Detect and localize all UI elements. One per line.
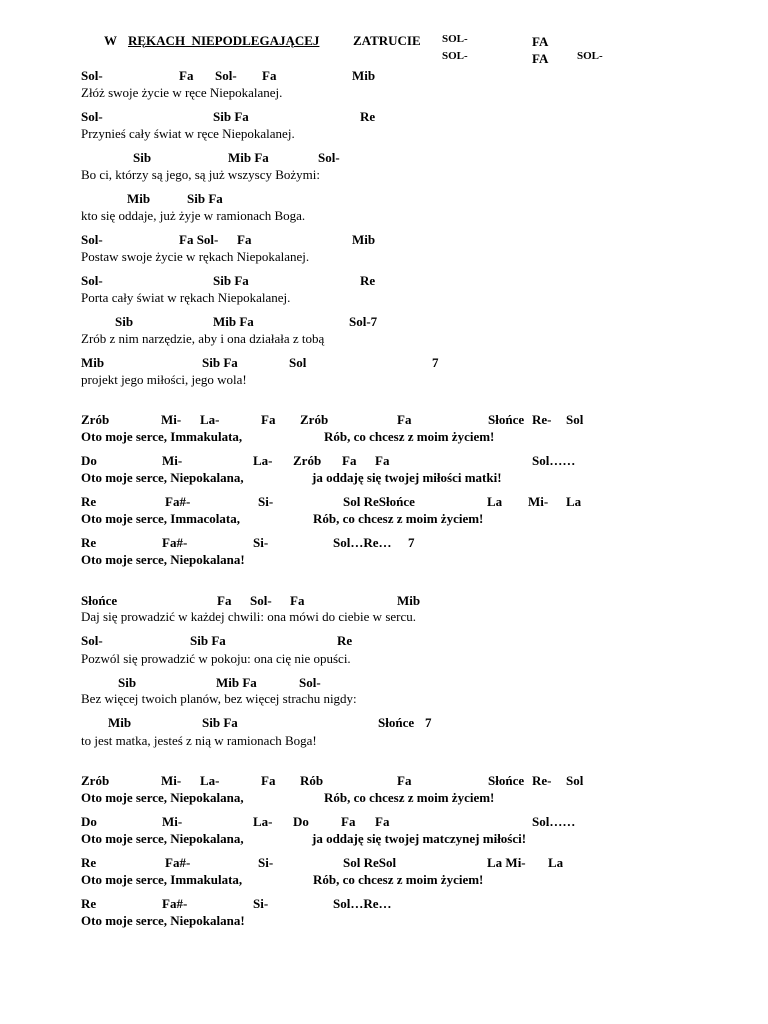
lyric-line: Rób, co chcesz z moim życiem!: [324, 429, 495, 444]
lyric-line: Oto moje serce, Niepokalana,: [81, 831, 244, 846]
title-underlined: RĘKACH NIEPODLEGAJĄCEJ: [128, 33, 320, 48]
chord: Zrób: [81, 773, 110, 788]
lyric-line: Rób, co chcesz z moim życiem!: [313, 872, 484, 887]
chord: Sol-7: [349, 314, 378, 329]
lyric-line: Postaw swoje życie w rękach Niepokalanej.: [81, 249, 310, 264]
chord: Fa: [237, 232, 252, 247]
lyric-line: Daj się prowadzić w każdej chwili: ona mówi do ciebie w sercu.: [81, 609, 416, 624]
chord: Fa: [179, 68, 194, 83]
title-w: W: [104, 33, 117, 48]
chord: Fa Sol-: [179, 232, 219, 247]
chord: Fa: [397, 412, 412, 427]
chord: Fa: [261, 773, 276, 788]
chord: Sol: [566, 773, 584, 788]
chord: Fa: [290, 593, 305, 608]
chord: Sib Fa: [187, 191, 223, 206]
lyric-line: ja oddaję się twojej matczynej miłości!: [312, 831, 527, 846]
chord: Sol-: [215, 68, 237, 83]
chord: Fa: [397, 773, 412, 788]
chord: Si-: [258, 494, 274, 509]
chord: Słońce: [488, 773, 525, 788]
chord: Mib: [352, 232, 376, 247]
chord: Fa: [342, 453, 357, 468]
chord: La: [487, 494, 503, 509]
chord: Mib Fa: [213, 314, 254, 329]
chord: Si-: [253, 535, 269, 550]
chord: Sol-: [81, 273, 103, 288]
chord: Re: [81, 535, 97, 550]
title-chord-fa-2: FA: [532, 51, 549, 66]
chord: Rób: [300, 773, 324, 788]
chord: Fa: [341, 814, 356, 829]
chord: Re: [81, 855, 97, 870]
chord: Re: [337, 633, 353, 648]
chord: Fa: [262, 68, 277, 83]
chord: La-: [200, 412, 220, 427]
chord: Si-: [253, 896, 269, 911]
chord: Słońce: [378, 715, 415, 730]
lyric-line: Przynieś cały świat w ręce Niepokalanej.: [81, 126, 295, 141]
lyric-line: Oto moje serce, Niepokalana,: [81, 470, 244, 485]
chord: Mi-: [528, 494, 549, 509]
chord: Mib Fa: [228, 150, 269, 165]
chord: Mi-: [161, 412, 182, 427]
chord: Mib: [352, 68, 376, 83]
chord: Sib Fa: [202, 715, 238, 730]
lyric-line: Złóż swoje życie w ręce Niepokalanej.: [81, 85, 283, 100]
title-rest: ZATRUCIE: [353, 33, 421, 48]
chord: Do: [81, 814, 97, 829]
chord: Do: [293, 814, 309, 829]
lyric-line: Oto moje serce, Immacolata,: [81, 511, 240, 526]
lyric-line: Bo ci, którzy są jego, są już wszyscy Bożymi:: [81, 167, 321, 182]
chord: Sib Fa: [190, 633, 226, 648]
lyric-line: Oto moje serce, Niepokalana!: [81, 552, 245, 567]
chord: Sol ReSol: [343, 855, 397, 870]
chord: Re: [360, 109, 376, 124]
chord: Sol-: [81, 633, 103, 648]
chord: La-: [200, 773, 220, 788]
lyric-line: Rób, co chcesz z moim życiem!: [313, 511, 484, 526]
chord: Zrób: [293, 453, 322, 468]
lyric-line: Pozwól się prowadzić w pokoju: ona cię nie opuści.: [81, 651, 351, 666]
chord: Sib: [118, 675, 137, 690]
chord: Zrób: [300, 412, 329, 427]
title-chord-sol-3: SOL-: [577, 50, 603, 62]
lyric-line: to jest matka, jesteś z nią w ramionach Boga!: [81, 733, 317, 748]
chord: Sol…Re…: [333, 535, 392, 550]
chord: Fa#-: [165, 494, 191, 509]
chord: Re: [81, 896, 97, 911]
lyric-line: Oto moje serce, Immakulata,: [81, 872, 243, 887]
chord: 7: [432, 355, 439, 370]
chord: Fa#-: [162, 896, 188, 911]
chord: Fa#-: [162, 535, 188, 550]
chord: Sol-: [81, 109, 103, 124]
chord: Sol: [566, 412, 584, 427]
chord: Mib: [397, 593, 421, 608]
chord: Do: [81, 453, 97, 468]
chord: Słońce: [81, 593, 118, 608]
chord: Fa: [217, 593, 232, 608]
chord: La Mi-: [487, 855, 526, 870]
chord: Sol-: [81, 68, 103, 83]
lyric-line: Oto moje serce, Immakulata,: [81, 429, 243, 444]
lyric-line: Zrób z nim narzędzie, aby i ona działała z tobą: [81, 331, 325, 346]
chord: Mi-: [161, 773, 182, 788]
title-chord-sol-2: SOL-: [442, 50, 468, 62]
chord: Mib: [81, 355, 105, 370]
lyric-line: kto się oddaje, już żyje w ramionach Boga.: [81, 208, 306, 223]
chord: Sol: [289, 355, 307, 370]
chord: Si-: [258, 855, 274, 870]
chord: Mib: [127, 191, 151, 206]
lyric-line: Porta cały świat w rękach Niepokalanej.: [81, 290, 291, 305]
lyric-line: Oto moje serce, Niepokalana!: [81, 913, 245, 928]
chord: Słońce: [488, 412, 525, 427]
chord: Mib: [108, 715, 132, 730]
lyric-line: projekt jego miłości, jego wola!: [81, 372, 247, 387]
chord: Sol…Re…: [333, 896, 392, 911]
chord: Sol-: [81, 232, 103, 247]
chord: Mi-: [162, 453, 183, 468]
lyric-line: Oto moje serce, Niepokalana,: [81, 790, 244, 805]
chord: 7: [425, 715, 432, 730]
lyric-line: Bez więcej twoich planów, bez więcej strachu nigdy:: [81, 691, 357, 706]
title-chord-fa-1: FA: [532, 34, 549, 49]
chord: Sib Fa: [213, 273, 249, 288]
chord: Re-: [532, 773, 552, 788]
chord: Zrób: [81, 412, 110, 427]
lyric-line: ja oddaję się twojej miłości matki!: [312, 470, 502, 485]
chord: Sol-: [318, 150, 340, 165]
title-chord-sol-1: SOL-: [442, 33, 468, 45]
chord: Sib Fa: [202, 355, 238, 370]
chord: Sol-: [299, 675, 321, 690]
chord: Sol……: [532, 814, 576, 829]
chord: Re-: [532, 412, 552, 427]
chord: Fa: [375, 814, 390, 829]
chord: Sol-: [250, 593, 272, 608]
chord: La-: [253, 814, 273, 829]
chord: La-: [253, 453, 273, 468]
chord: Mib Fa: [216, 675, 257, 690]
lyric-line: Rób, co chcesz z moim życiem!: [324, 790, 495, 805]
chord: La: [566, 494, 582, 509]
chord: Sol ReSłońce: [343, 494, 415, 509]
chord: Fa: [375, 453, 390, 468]
chord: La: [548, 855, 564, 870]
chord: Fa: [261, 412, 276, 427]
chord: Sol……: [532, 453, 576, 468]
chord: Re: [81, 494, 97, 509]
chord: Sib Fa: [213, 109, 249, 124]
chord: Re: [360, 273, 376, 288]
chord: Fa#-: [165, 855, 191, 870]
chord: 7: [408, 535, 415, 550]
chord: Mi-: [162, 814, 183, 829]
chord: Sib: [115, 314, 134, 329]
chord: Sib: [133, 150, 152, 165]
